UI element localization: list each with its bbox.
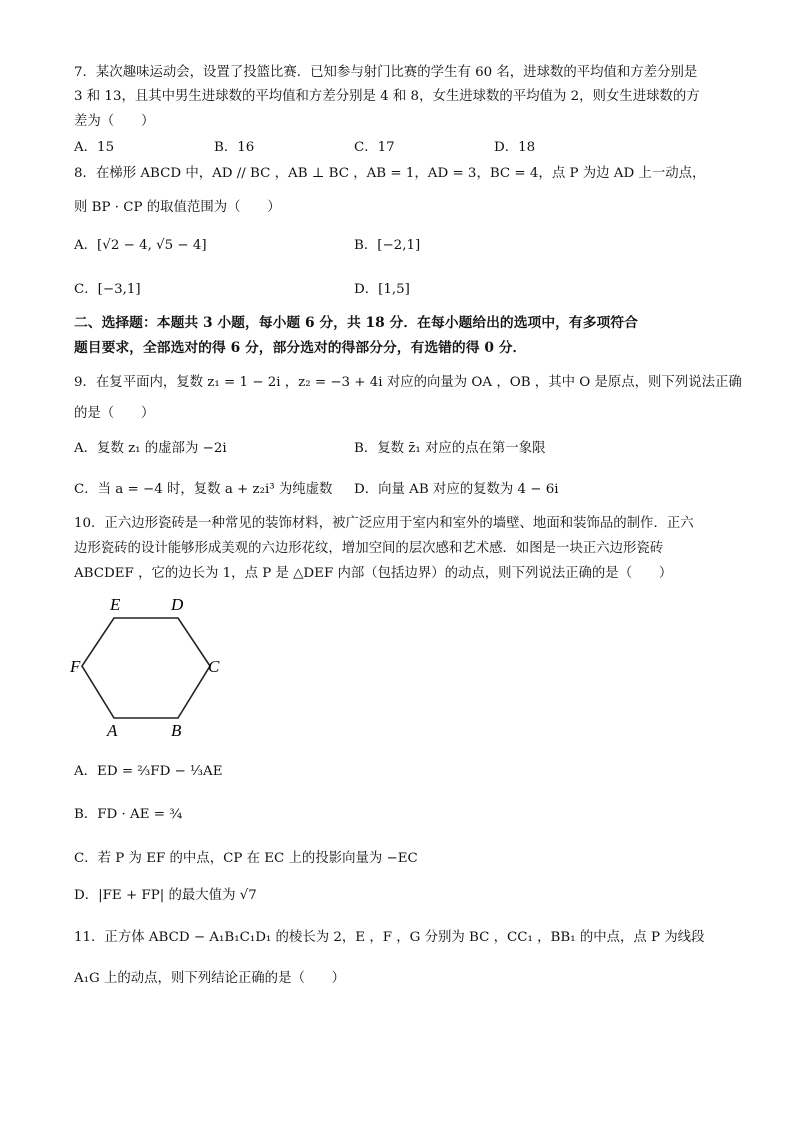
vertex-label-b: B (171, 721, 182, 740)
q9-option-a: A．复数 z₁ 的虚部为 −2i (74, 441, 227, 456)
hexagon-figure (70, 590, 230, 742)
section-2-heading-line-2: 题目要求，全部选对的得 6 分，部分选对的得部分分，有选错的得 0 分． (74, 340, 527, 356)
q9-line-1: 9．在复平面内，复数 z₁ = 1 − 2i ，z₂ = −3 + 4i 对应的向量为 OA ，OB ，其中 O 是原点，则下列说法正确 (74, 375, 742, 390)
q10-option-c: C．若 P 为 EF 的中点，CP 在 EC 上的投影向量为 −EC (74, 851, 418, 866)
q9-option-b: B．复数 z̄₁ 对应的点在第一象限 (354, 441, 546, 456)
q8-option-d: D．[1,5] (354, 282, 410, 297)
q9-option-d: D．向量 AB 对应的复数为 4 − 6i (354, 482, 559, 497)
vertex-label-e: E (110, 595, 121, 614)
q7-line-2: 3 和 13，且其中男生进球数的平均值和方差分别是 4 和 8，女生进球数的平均值为 2，则女生进球数的方 (74, 89, 700, 104)
q8-option-b: B．[−2,1] (354, 238, 421, 253)
q10-line-2: 边形瓷砖的设计能够形成美观的六边形花纹，增加空间的层次感和艺术感．如图是一块正六边形瓷砖 (74, 541, 664, 556)
q8-line-2: 则 BP · CP 的取值范围为（ ） (74, 200, 281, 215)
q10-line-1: 10．正六边形瓷砖是一种常见的装饰材料，被广泛应用于室内和室外的墙壁、地面和装饰品的制作．正六 (74, 516, 694, 531)
q9-line-2: 的是（ ） (74, 406, 155, 421)
vertex-label-a: A (107, 721, 118, 740)
q8-option-a: A．[√2 − 4, √5 − 4] (74, 238, 207, 253)
q7-option-c: C．17 (354, 140, 395, 155)
vertex-label-c: C (208, 657, 220, 676)
q8-line-1: 8．在梯形 ABCD 中，AD // BC ，AB ⊥ BC ，AB = 1，AD = 3，BC = 4，点 P 为边 AD 上一动点， (74, 166, 706, 181)
q7-line-3: 差为（ ） (74, 114, 155, 129)
q7-option-d: D．18 (494, 140, 536, 155)
q10-option-a: A．ED = ⅔FD − ⅓AE (74, 764, 223, 779)
q7-line-1: 7．某次趣味运动会，设置了投篮比赛．已知参与射门比赛的学生有 60 名，进球数的平均值和方差分别是 (74, 65, 698, 80)
q9-option-c: C．当 a = −4 时，复数 a + z₂i³ 为纯虚数 (74, 482, 333, 497)
q8-option-c: C．[−3,1] (74, 282, 141, 297)
section-2-heading-line-1: 二、选择题：本题共 3 小题，每小题 6 分，共 18 分．在每小题给出的选项中，有多项符合 (74, 315, 638, 331)
q10-line-3: ABCDEF ，它的边长为 1，点 P 是 △DEF 内部（包括边界）的动点，则下列说法正确的是（ ） (74, 566, 673, 581)
q7-option-a: A．15 (74, 140, 115, 155)
q10-option-d: D．|FE + FP| 的最大值为 √7 (74, 888, 257, 903)
q11-line-1: 11．正方体 ABCD − A₁B₁C₁D₁ 的棱长为 2，E ，F ，G 分别为 BC ，CC₁ ，BB₁ 的中点，点 P 为线段 (74, 930, 705, 945)
q10-option-b: B．FD · AE = ¾ (74, 807, 183, 822)
hexagon-shape (82, 618, 210, 718)
q7-option-b: B．16 (214, 140, 255, 155)
vertex-label-d: D (171, 595, 184, 614)
q11-line-2: A₁G 上的动点，则下列结论正确的是（ ） (74, 971, 346, 986)
vertex-label-f: F (70, 657, 81, 676)
